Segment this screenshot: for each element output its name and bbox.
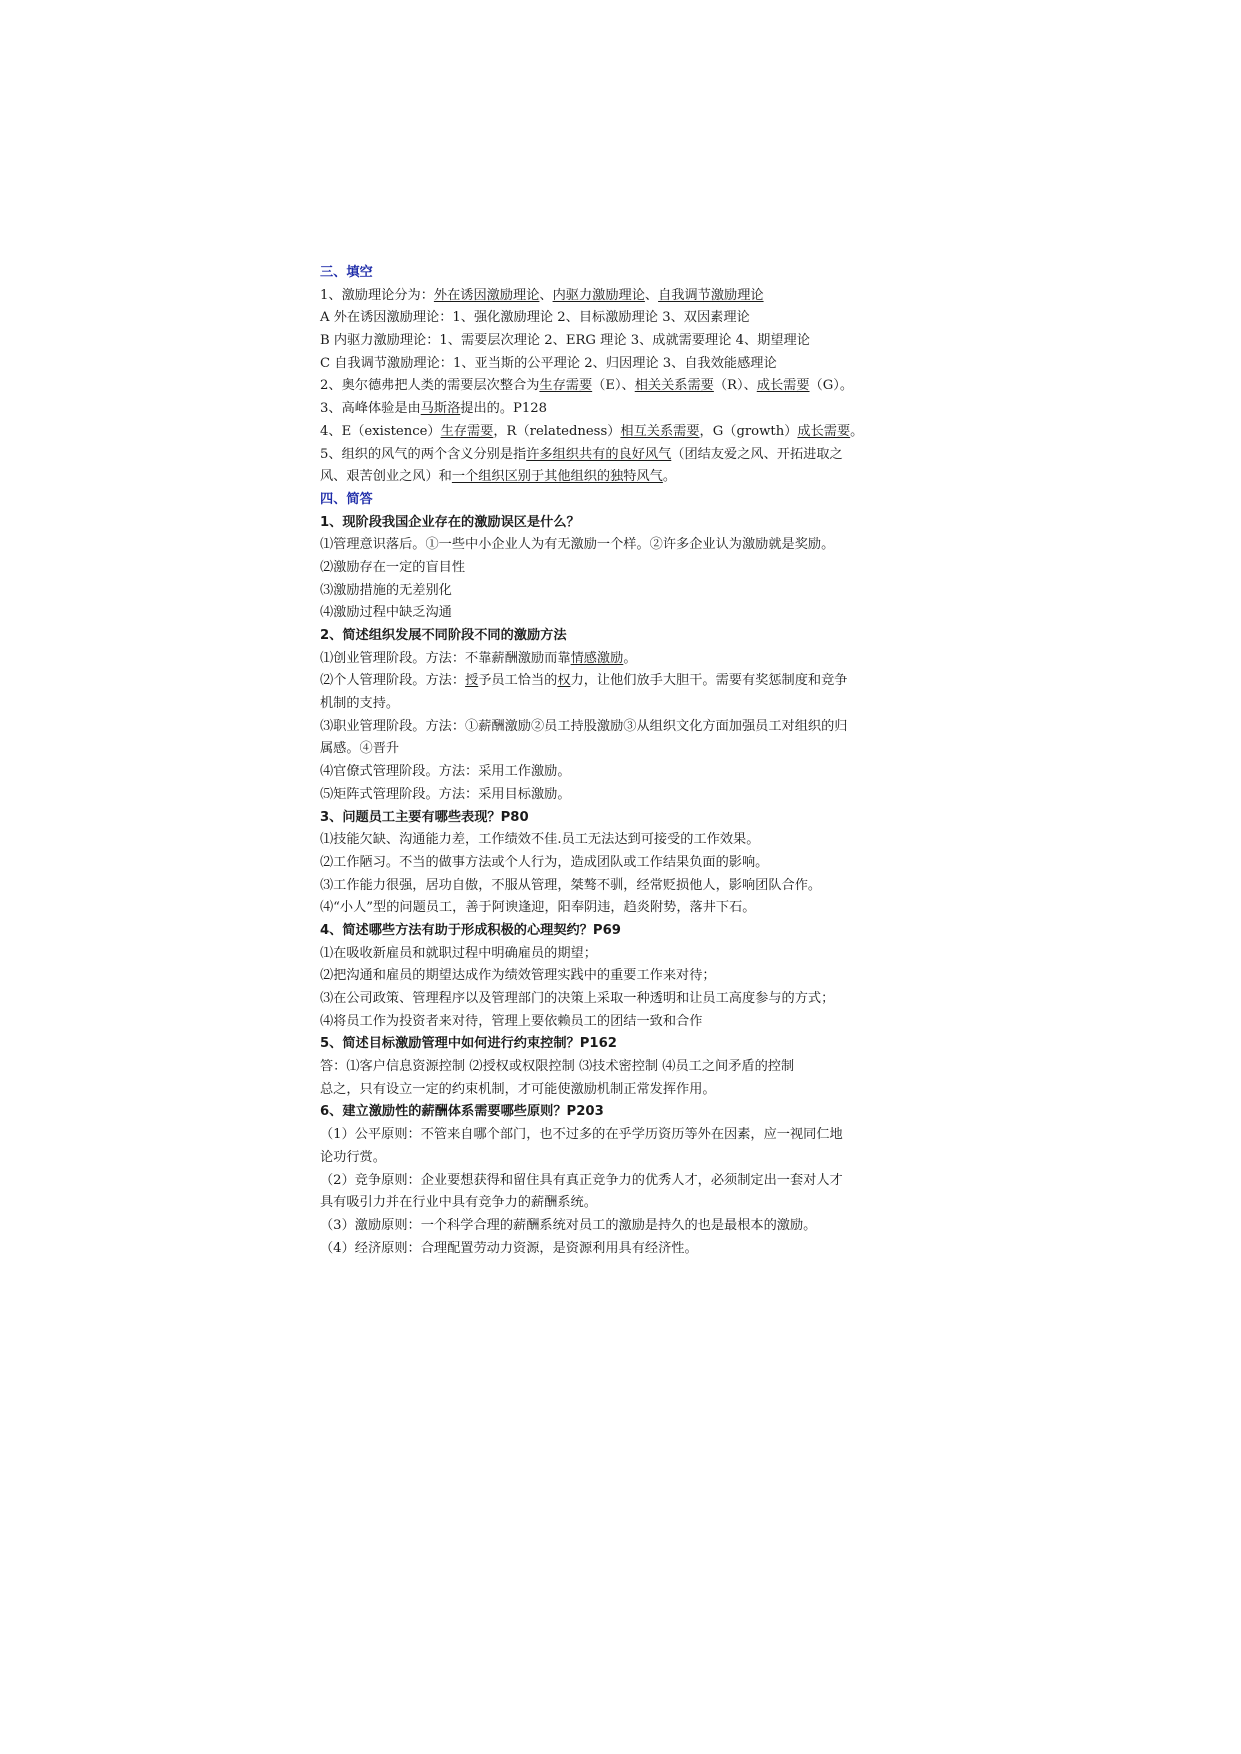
answer-line: 答：⑴客户信息资源控制 ⑵授权或权限控制 ⑶技术密控制 ⑷员工之间矛盾的控制 [320,1059,795,1075]
answer-line: ⑷将员工作为投资者来对待，管理上要依赖员工的团结一致和合作 [320,1013,703,1029]
answer-line: ⑶职业管理阶段。方法：①薪酬激励②员工持股激励③从组织文化方面加强员工对组织的归 [320,718,848,734]
answer-line: 属感。④晋升 [320,741,400,757]
question-3: 3、问题员工主要有哪些表现？P80 [320,809,529,825]
answer-line: ⑷激励过程中缺乏沟通 [320,605,452,621]
answer-line: ⑶工作能力很强，居功自傲，不服从管理，桀骜不驯，经常贬损他人，影响团队合作。 [320,877,822,893]
fill-line-2: A 外在诱因激励理论：1、强化激励理论 2、目标激励理论 3、双因素理论 [320,310,750,326]
answer-line: 总之，只有设立一定的约束机制，才可能使激励机制正常发挥作用。 [320,1081,716,1097]
answer-line: （2）竞争原则：企业要想获得和留住具有真正竞争力的优秀人才，必须制定出一套对人才 [320,1172,843,1188]
answer-line: 机制的支持。 [320,696,400,712]
section-title-short-answer: 四、简答 [320,491,373,507]
answer-line: ⑴在吸收新雇员和就职过程中明确雇员的期望； [320,945,597,961]
answer-line: ⑷“小人”型的问题员工，善于阿谀逢迎，阳奉阴违，趋炎附势，落井下石。 [320,900,756,916]
fill-line-6: 3、高峰体验是由马斯洛提出的。P128 [320,401,548,417]
answer-line: ⑶激励措施的无差别化 [320,582,452,598]
answer-line: 具有吸引力并在行业中具有竞争力的薪酬系统。 [320,1195,597,1211]
answer-line: ⑸矩阵式管理阶段。方法：采用目标激励。 [320,786,571,802]
answer-line: 论功行赏。 [320,1149,386,1165]
question-2: 2、简述组织发展不同阶段不同的激励方法 [320,628,567,643]
answer-line: ⑵把沟通和雇员的期望达成作为绩效管理实践中的重要工作来对待； [320,968,716,984]
fill-line-4: C 自我调节激励理论：1、亚当斯的公平理论 2、归因理论 3、自我效能感理论 [320,355,777,371]
answer-line: （3）激励原则：一个科学合理的薪酬系统对员工的激励是持久的也是最根本的激励。 [320,1217,817,1233]
answer-line: ⑷官僚式管理阶段。方法：采用工作激励。 [320,764,571,780]
fill-line-7: 4、E（existence）生存需要，R（relatedness）相互关系需要，G（growth）成长需要。 [320,423,864,439]
answer-line: （1）公平原则：不管来自哪个部门，也不过多的在乎学历资历等外在因素，应一视同仁地 [320,1127,843,1143]
fill-line-9: 风、艰苦创业之风）和一个组织区别于其他组织的独特风气。 [320,469,677,485]
answer-line: ⑴管理意识落后。①一些中小企业人为有无激励一个样。②许多企业认为激励就是奖励。 [320,537,835,553]
answer-line: （4）经济原则：合理配置劳动力资源，是资源利用具有经济性。 [320,1240,698,1256]
fill-line-5: 2、奥尔德弗把人类的需要层次整合为生存需要（E）、相关关系需要（R）、成长需要（G）。 [320,378,854,394]
answer-line: ⑴创业管理阶段。方法：不靠薪酬激励而靠情感激励。 [320,650,637,666]
question-4: 4、简述哪些方法有助于形成积极的心理契约？P69 [320,922,621,938]
answer-line: ⑴技能欠缺、沟通能力差，工作绩效不佳.员工无法达到可接受的工作效果。 [320,832,760,848]
question-1: 1、现阶段我国企业存在的激励误区是什么？ [320,514,580,530]
document-page [320,262,930,1260]
question-5: 5、简述目标激励管理中如何进行约束控制？P162 [320,1036,617,1052]
answer-line: ⑶在公司政策、管理程序以及管理部门的决策上采取一种透明和让员工高度参与的方式； [320,991,835,1006]
answer-line: ⑵工作陋习。不当的做事方法或个人行为，造成团队或工作结果负面的影响。 [320,854,769,870]
question-6: 6、建立激励性的薪酬体系需要哪些原则？P203 [320,1104,604,1120]
section-title-fill: 三、填空 [320,265,373,280]
answer-line: ⑵激励存在一定的盲目性 [320,559,466,575]
fill-line-1: 1、激励理论分为：外在诱因激励理论、内驱力激励理论、自我调节激励理论 [320,287,764,303]
answer-line: ⑵个人管理阶段。方法：授予员工恰当的权力，让他们放手大胆干。需要有奖惩制度和竞争 [320,673,848,689]
fill-line-3: B 内驱力激励理论：1、需要层次理论 2、ERG 理论 3、成就需要理论 4、期望理论 [320,333,810,349]
fill-line-8: 5、组织的风气的两个含义分别是指许多组织共有的良好风气（团结友爱之风、开拓进取之 [320,446,843,462]
